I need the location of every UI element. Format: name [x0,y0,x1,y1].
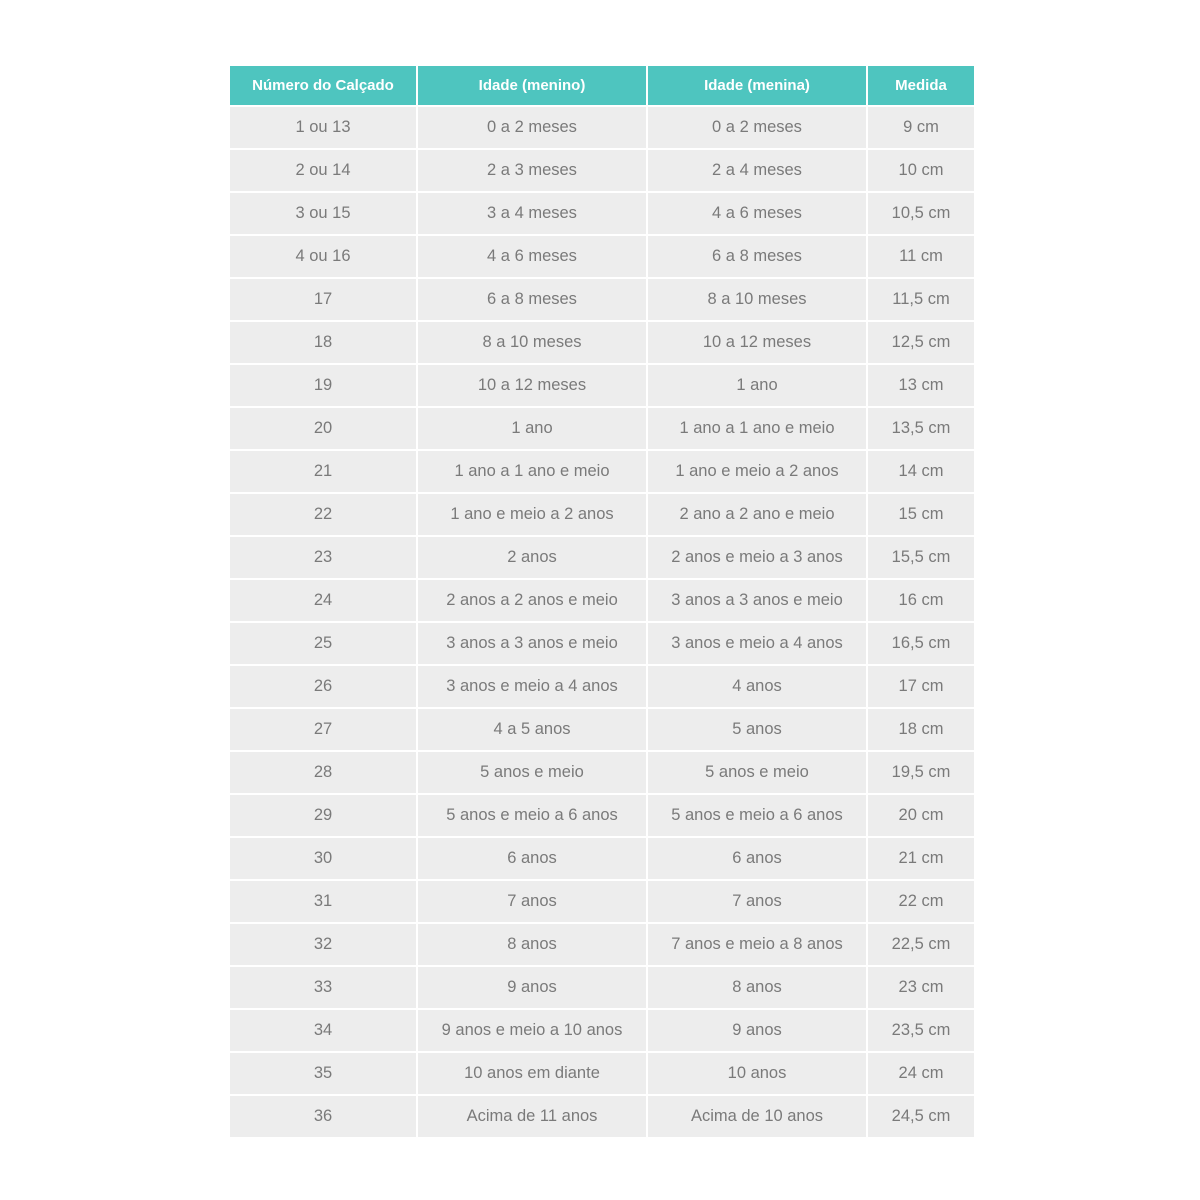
cell-age-girl: Acima de 10 anos [647,1095,867,1137]
cell-age-girl: 7 anos [647,880,867,923]
cell-shoe-number: 28 [230,751,417,794]
cell-shoe-number: 32 [230,923,417,966]
cell-age-boy: 2 anos [417,536,647,579]
cell-measure: 9 cm [867,106,974,149]
cell-measure: 24,5 cm [867,1095,974,1137]
cell-age-girl: 1 ano [647,364,867,407]
table-row [230,536,974,579]
table-row [230,880,974,923]
cell-measure: 22,5 cm [867,923,974,966]
cell-measure: 24 cm [867,1052,974,1095]
cell-age-girl: 6 a 8 meses [647,235,867,278]
table-row [230,1095,974,1137]
cell-shoe-number: 20 [230,407,417,450]
cell-measure: 12,5 cm [867,321,974,364]
cell-age-girl: 7 anos e meio a 8 anos [647,923,867,966]
table-row [230,407,974,450]
table-row [230,106,974,149]
cell-shoe-number: 2 ou 14 [230,149,417,192]
cell-age-boy: 9 anos e meio a 10 anos [417,1009,647,1052]
cell-age-girl: 10 anos [647,1052,867,1095]
table-row [230,493,974,536]
table-row [230,708,974,751]
cell-age-boy: 1 ano e meio a 2 anos [417,493,647,536]
cell-measure: 11 cm [867,235,974,278]
cell-measure: 22 cm [867,880,974,923]
cell-measure: 15,5 cm [867,536,974,579]
table-row [230,149,974,192]
cell-age-boy: 4 a 5 anos [417,708,647,751]
header-row [230,66,974,106]
cell-measure: 21 cm [867,837,974,880]
cell-measure: 23,5 cm [867,1009,974,1052]
cell-measure: 18 cm [867,708,974,751]
cell-age-boy: 7 anos [417,880,647,923]
cell-shoe-number: 4 ou 16 [230,235,417,278]
cell-shoe-number: 18 [230,321,417,364]
table-row [230,235,974,278]
cell-age-girl: 2 ano a 2 ano e meio [647,493,867,536]
cell-age-girl: 2 a 4 meses [647,149,867,192]
cell-age-girl: 3 anos a 3 anos e meio [647,579,867,622]
cell-age-girl: 2 anos e meio a 3 anos [647,536,867,579]
cell-age-girl: 6 anos [647,837,867,880]
cell-measure: 15 cm [867,493,974,536]
cell-shoe-number: 1 ou 13 [230,106,417,149]
cell-shoe-number: 22 [230,493,417,536]
cell-measure: 13 cm [867,364,974,407]
cell-age-boy: 0 a 2 meses [417,106,647,149]
cell-age-boy: 3 anos a 3 anos e meio [417,622,647,665]
cell-shoe-number: 21 [230,450,417,493]
table-row [230,579,974,622]
cell-age-girl: 3 anos e meio a 4 anos [647,622,867,665]
header-measure: Medida [867,66,974,106]
cell-age-girl: 5 anos [647,708,867,751]
cell-age-girl: 1 ano a 1 ano e meio [647,407,867,450]
cell-shoe-number: 27 [230,708,417,751]
cell-shoe-number: 35 [230,1052,417,1095]
header-shoe-number: Número do Calçado [230,66,417,106]
table-row [230,278,974,321]
cell-age-boy: 8 a 10 meses [417,321,647,364]
cell-shoe-number: 26 [230,665,417,708]
cell-age-boy: 5 anos e meio [417,751,647,794]
cell-age-girl: 10 a 12 meses [647,321,867,364]
cell-measure: 23 cm [867,966,974,1009]
cell-shoe-number: 17 [230,278,417,321]
cell-age-boy: 10 a 12 meses [417,364,647,407]
cell-age-boy: 6 a 8 meses [417,278,647,321]
cell-age-boy: 3 a 4 meses [417,192,647,235]
cell-shoe-number: 3 ou 15 [230,192,417,235]
cell-measure: 17 cm [867,665,974,708]
cell-shoe-number: 23 [230,536,417,579]
cell-measure: 14 cm [867,450,974,493]
cell-age-boy: 1 ano [417,407,647,450]
table-row [230,364,974,407]
cell-measure: 19,5 cm [867,751,974,794]
cell-shoe-number: 25 [230,622,417,665]
cell-age-girl: 8 a 10 meses [647,278,867,321]
table-row [230,622,974,665]
cell-age-boy: Acima de 11 anos [417,1095,647,1137]
table-row [230,1009,974,1052]
cell-age-girl: 8 anos [647,966,867,1009]
table-row [230,837,974,880]
cell-age-girl: 1 ano e meio a 2 anos [647,450,867,493]
cell-age-boy: 10 anos em diante [417,1052,647,1095]
cell-measure: 10 cm [867,149,974,192]
header-age-boy: Idade (menino) [417,66,647,106]
table-row [230,665,974,708]
cell-shoe-number: 36 [230,1095,417,1137]
cell-age-girl: 4 anos [647,665,867,708]
cell-shoe-number: 31 [230,880,417,923]
cell-age-girl: 9 anos [647,1009,867,1052]
table-header [230,66,974,106]
cell-measure: 13,5 cm [867,407,974,450]
table-row [230,751,974,794]
cell-shoe-number: 30 [230,837,417,880]
cell-age-girl: 0 a 2 meses [647,106,867,149]
table-row [230,450,974,493]
cell-age-boy: 5 anos e meio a 6 anos [417,794,647,837]
cell-shoe-number: 33 [230,966,417,1009]
cell-age-girl: 5 anos e meio a 6 anos [647,794,867,837]
cell-measure: 20 cm [867,794,974,837]
cell-age-girl: 5 anos e meio [647,751,867,794]
cell-measure: 16 cm [867,579,974,622]
cell-age-boy: 9 anos [417,966,647,1009]
cell-age-boy: 8 anos [417,923,647,966]
cell-age-boy: 1 ano a 1 ano e meio [417,450,647,493]
shoe-size-table [230,66,974,1137]
cell-age-boy: 3 anos e meio a 4 anos [417,665,647,708]
cell-age-boy: 6 anos [417,837,647,880]
table-row [230,1052,974,1095]
table-row [230,794,974,837]
table-row [230,966,974,1009]
cell-shoe-number: 34 [230,1009,417,1052]
cell-age-boy: 2 anos a 2 anos e meio [417,579,647,622]
cell-age-boy: 4 a 6 meses [417,235,647,278]
table-row [230,923,974,966]
header-age-girl: Idade (menina) [647,66,867,106]
cell-shoe-number: 24 [230,579,417,622]
table-row [230,321,974,364]
cell-measure: 10,5 cm [867,192,974,235]
table-row [230,192,974,235]
cell-shoe-number: 29 [230,794,417,837]
cell-age-boy: 2 a 3 meses [417,149,647,192]
cell-age-girl: 4 a 6 meses [647,192,867,235]
cell-measure: 16,5 cm [867,622,974,665]
table-body [230,106,974,1137]
cell-measure: 11,5 cm [867,278,974,321]
cell-shoe-number: 19 [230,364,417,407]
